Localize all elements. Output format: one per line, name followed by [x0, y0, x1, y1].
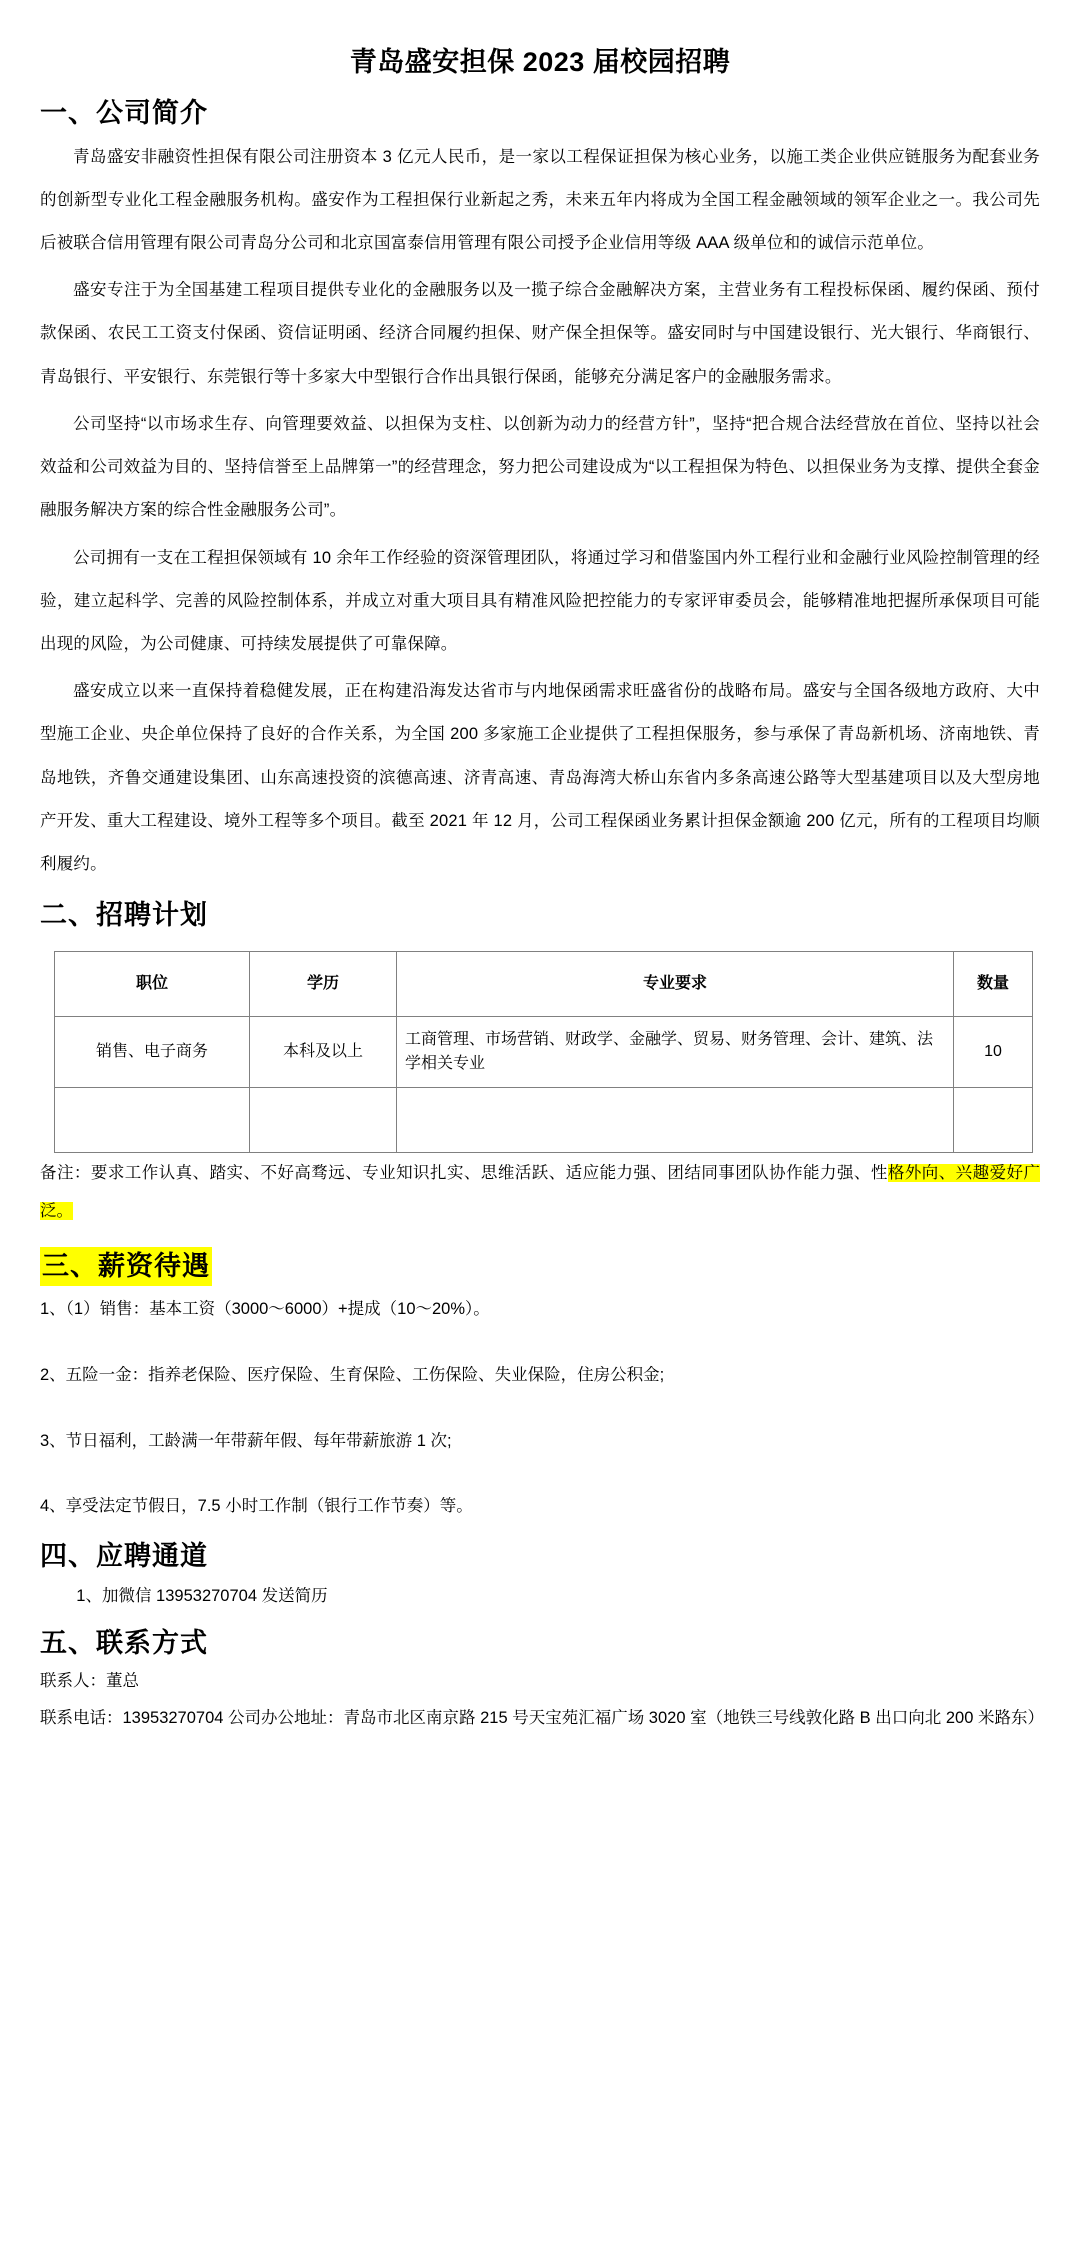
section-heading-salary: [40, 1241, 1040, 1288]
table-row: [55, 1088, 1033, 1153]
plan-remark: [40, 1155, 1040, 1231]
heading-salary-label: 三、薪资待遇: [40, 1247, 212, 1286]
table-header-major: 专业要求: [397, 952, 954, 1017]
table-header-education: 学历: [250, 952, 397, 1017]
cell-position: [55, 1088, 250, 1153]
salary-item-2: 2、五险一金：指养老保险、医疗保险、生育保险、工伤保险、失业保险，住房公积金;: [40, 1366, 665, 1385]
company-paragraph-1: 青岛盛安非融资性担保有限公司注册资本 3 亿元人民币，是一家以工程保证担保为核心业务，以施工类企业供应链服务为配套业务的创新型专业化工程金融服务机构。盛安作为工程担保行业新起之秀，未来五年内将成为全国工程金融领域的领军企业之一。我公司先后被联合信用管理有限公司青岛分公司和北京国富泰信用管理有限公司授予企业信用等级 AAA 级单位和的诚信示范单位。: [40, 147, 1040, 253]
table-header-position: 职位: [55, 952, 250, 1017]
salary-item-4: 4、享受法定节假日，7.5 小时工作制（银行工作节奏）等。: [40, 1497, 473, 1516]
company-paragraph-5: 盛安成立以来一直保持着稳健发展，正在构建沿海发达省市与内地保函需求旺盛省份的战略布局。盛安与全国各级地方政府、大中型施工企业、央企单位保持了良好的合作关系，为全国 200 多家施工企业提供了工程担保服务，参与承保了青岛新机场、济南地铁、青岛地铁，齐鲁交通建设集团、山东高速投资的滨德高速、济青高速、青岛海湾大桥山东省内多条高速公路等大型基建项目以及大型房地产开发、重大工程建设、境外工程等多个项目。截至 2021 年 12 月，公司工程保函业务累计担保金额逾 200 亿元，所有的工程项目均顺利履约。: [40, 682, 1040, 874]
plan-remark-plain: 备注：要求工作认真、踏实、不好高骛远、专业知识扎实、思维活跃、适应能力强、团结同事团队协作能力强、性: [40, 1164, 888, 1183]
section-heading-contact: [40, 1624, 1040, 1663]
heading-apply-label: 四、应聘通道: [40, 1540, 208, 1571]
table-header-row: [55, 952, 1033, 1017]
company-paragraph-2: 盛安专注于为全国基建工程项目提供专业化的金融服务以及一揽子综合金融解决方案，主营业务有工程投标保函、履约保函、预付款保函、农民工工资支付保函、资信证明函、经济合同履约担保、财产保全担保等。盛安同时与中国建设银行、光大银行、华商银行、青岛银行、平安银行、东莞银行等十多家大中型银行合作出具银行保函，能够充分满足客户的金融服务需求。: [40, 281, 1040, 386]
cell-major: [397, 1088, 954, 1153]
section-heading-plan: [40, 896, 1040, 935]
cell-count: 10: [954, 1017, 1033, 1088]
salary-item-1: 1、（1）销售：基本工资（3000～6000）+提成（10～20%）。: [40, 1300, 490, 1319]
cell-count: [954, 1088, 1033, 1153]
cell-education: [250, 1088, 397, 1153]
page-title: 青岛盛安担保 2023 届校园招聘: [349, 47, 731, 77]
section-heading-apply: [40, 1537, 1040, 1576]
cell-major: 工商管理、市场营销、财政学、金融学、贸易、财务管理、会计、建筑、法学相关专业: [397, 1017, 954, 1088]
contact-phone-address: 联系电话：13953270704 公司办公地址：青岛市北区南京路 215 号天宝苑汇福广场 3020 室（地铁三号线敦化路 B 出口向北 200 米路东）: [40, 1709, 1044, 1728]
heading-company-label: 一、公司简介: [40, 98, 208, 129]
recruitment-plan-table: [54, 951, 1033, 1153]
cell-position: 销售、电子商务: [55, 1017, 250, 1088]
company-paragraph-4: 公司拥有一支在工程担保领域有 10 余年工作经验的资深管理团队，将通过学习和借鉴国内外工程行业和金融行业风险控制管理的经验，建立起科学、完善的风险控制体系，并成立对重大项目具有精准风险把控能力的专家评审委员会，能够精准地把握所承保项目可能出现的风险，为公司健康、可持续发展提供了可靠保障。: [40, 548, 1040, 653]
table-header-count: 数量: [954, 952, 1033, 1017]
plan-remark-highlight: 格外向、兴趣爱好广泛。: [40, 1164, 1041, 1221]
table-row: [55, 1017, 1033, 1088]
section-heading-company: [40, 94, 1040, 133]
apply-item-1: 1、加微信 13953270704 发送简历: [76, 1586, 328, 1605]
cell-education: 本科及以上: [250, 1017, 397, 1088]
contact-person: 联系人：董总: [40, 1672, 139, 1691]
heading-plan-label: 二、招聘计划: [40, 900, 208, 931]
salary-item-3: 3、节日福利，工龄满一年带薪年假、每年带薪旅游 1 次;: [40, 1431, 452, 1450]
company-paragraph-3: 公司坚持“以市场求生存、向管理要效益、以担保为支柱、以创新为动力的经营方针”，坚持“把合规合法经营放在首位、坚持以社会效益和公司效益为目的、坚持信誉至上品牌第一”的经营理念，努力把公司建设成为“以工程担保为特色、以担保业务为支撑、提供全套金融服务解决方案的综合性金融服务公司”。: [40, 414, 1040, 520]
heading-contact-label: 五、联系方式: [40, 1628, 208, 1659]
